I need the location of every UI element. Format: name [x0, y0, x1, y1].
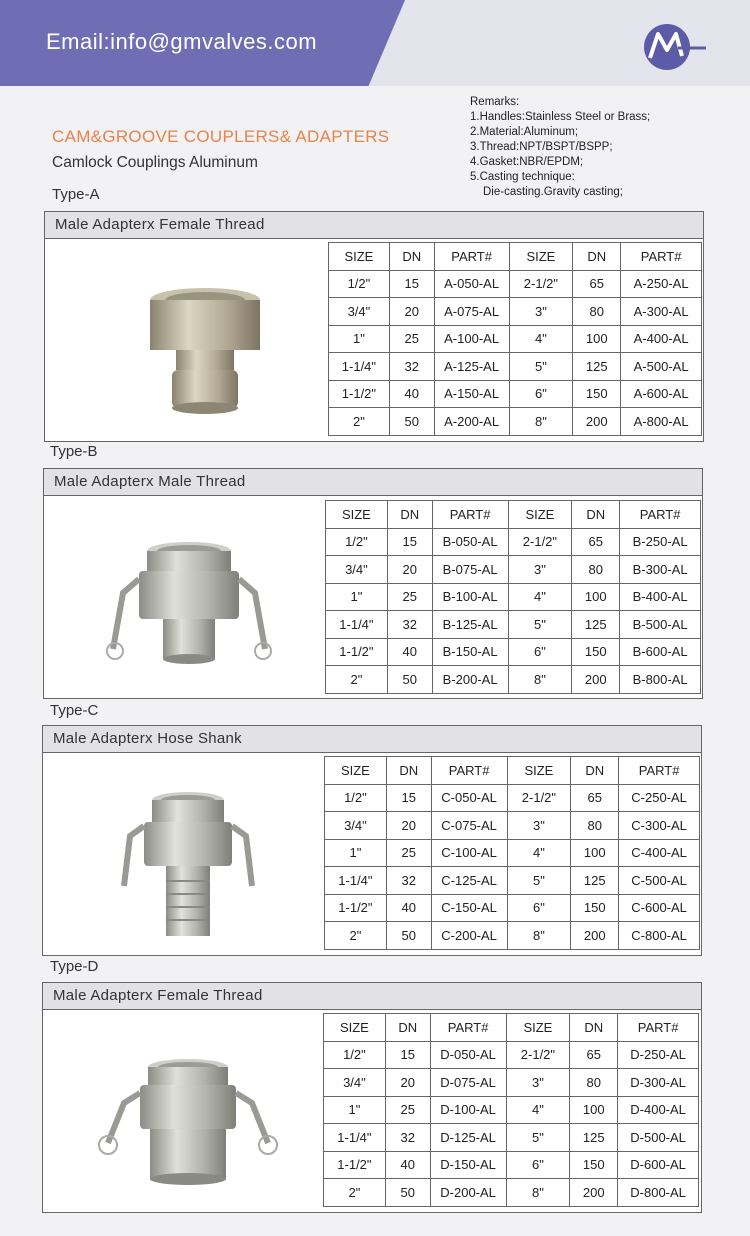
section-header: Male Adapterx Male Thread: [44, 469, 702, 496]
table-cell: A-400-AL: [621, 325, 702, 353]
table-cell: 5": [509, 353, 573, 381]
table-cell: 65: [572, 528, 620, 556]
type-label-b: Type-B: [50, 443, 98, 460]
table-cell: 2-1/2": [509, 270, 573, 298]
column-header: DN: [386, 757, 431, 785]
table-cell: 2": [324, 1179, 386, 1207]
table-cell: B-500-AL: [620, 611, 701, 639]
table-cell: 3": [507, 812, 571, 840]
table-cell: 1": [326, 583, 388, 611]
section-header: Male Adapterx Hose Shank: [43, 726, 701, 753]
table-cell: 125: [572, 611, 620, 639]
table-cell: 1": [325, 839, 387, 867]
column-header: PART#: [621, 243, 702, 271]
table-row: [324, 1179, 699, 1207]
table-row: [324, 1151, 699, 1179]
table-cell: 2": [326, 666, 388, 694]
column-header: DN: [570, 1014, 618, 1042]
table-cell: 50: [389, 408, 434, 436]
table-cell: 20: [385, 1069, 430, 1097]
table-row: [325, 784, 700, 812]
table-cell: D-600-AL: [618, 1151, 699, 1179]
table-cell: 1/2": [329, 270, 390, 298]
table-cell: B-125-AL: [432, 611, 508, 639]
table-row: [324, 1096, 699, 1124]
table-cell: 15: [389, 270, 434, 298]
column-header: DN: [573, 243, 621, 271]
table-cell: 32: [385, 1124, 430, 1152]
table-cell: 3": [506, 1069, 570, 1097]
table-cell: 80: [573, 298, 621, 326]
table-cell: 2-1/2": [508, 528, 572, 556]
table-cell: C-800-AL: [619, 922, 700, 950]
table-cell: 8": [509, 408, 573, 436]
column-header: PART#: [432, 501, 508, 529]
table-cell: 1/2": [326, 528, 388, 556]
table-cell: D-150-AL: [430, 1151, 506, 1179]
table-cell: B-300-AL: [620, 556, 701, 584]
column-header: SIZE: [325, 757, 387, 785]
table-cell: 15: [387, 528, 432, 556]
table-cell: 1-1/2": [329, 380, 390, 408]
table-row: [326, 556, 701, 584]
gm-logo-icon: [642, 22, 708, 72]
table-row: [325, 867, 700, 895]
spec-table-c: [324, 756, 700, 950]
table-header-row: [326, 501, 701, 529]
remarks-title: Remarks:: [470, 96, 520, 108]
table-cell: 3/4": [329, 298, 390, 326]
table-cell: 1/2": [324, 1041, 386, 1069]
table-cell: C-500-AL: [619, 867, 700, 895]
section-header: Male Adapterx Female Thread: [43, 983, 701, 1010]
table-cell: 4": [508, 583, 572, 611]
table-cell: C-200-AL: [431, 922, 507, 950]
table-cell: B-200-AL: [432, 666, 508, 694]
table-row: [325, 894, 700, 922]
column-header: SIZE: [508, 501, 572, 529]
table-cell: 15: [386, 784, 431, 812]
table-cell: 100: [571, 839, 619, 867]
type-c-coupler-image: [88, 766, 288, 946]
table-cell: B-100-AL: [432, 583, 508, 611]
table-cell: A-250-AL: [621, 270, 702, 298]
table-cell: C-400-AL: [619, 839, 700, 867]
table-cell: 3/4": [326, 556, 388, 584]
table-cell: A-075-AL: [434, 298, 509, 326]
table-row: [324, 1041, 699, 1069]
table-cell: 80: [570, 1069, 618, 1097]
table-cell: B-150-AL: [432, 638, 508, 666]
table-cell: B-600-AL: [620, 638, 701, 666]
table-cell: 32: [386, 867, 431, 895]
table-cell: C-050-AL: [431, 784, 507, 812]
table-cell: 65: [573, 270, 621, 298]
remark-item: 1.Handles:Stainless Steel or Brass;: [470, 111, 651, 123]
table-cell: B-800-AL: [620, 666, 701, 694]
table-cell: 32: [387, 611, 432, 639]
table-cell: 20: [386, 812, 431, 840]
type-d-coupler-image: [88, 1023, 288, 1203]
table-cell: A-600-AL: [621, 380, 702, 408]
table-cell: 150: [573, 380, 621, 408]
table-cell: 32: [389, 353, 434, 381]
column-header: PART#: [430, 1014, 506, 1042]
table-cell: 25: [389, 325, 434, 353]
section-type-d: [42, 982, 702, 1213]
table-cell: 1": [329, 325, 390, 353]
column-header: DN: [572, 501, 620, 529]
table-cell: 5": [506, 1124, 570, 1152]
table-cell: 125: [573, 353, 621, 381]
column-header: SIZE: [506, 1014, 570, 1042]
table-row: [324, 1069, 699, 1097]
table-cell: 2-1/2": [506, 1041, 570, 1069]
table-cell: D-200-AL: [430, 1179, 506, 1207]
table-row: [325, 922, 700, 950]
table-cell: D-100-AL: [430, 1096, 506, 1124]
table-cell: 125: [571, 867, 619, 895]
type-label-a: Type-A: [52, 186, 100, 203]
table-cell: A-200-AL: [434, 408, 509, 436]
table-cell: B-250-AL: [620, 528, 701, 556]
table-row: [326, 583, 701, 611]
table-cell: 40: [386, 894, 431, 922]
section-type-b: [43, 468, 703, 699]
page-subtitle: Camlock Couplings Aluminum: [52, 154, 258, 171]
type-a-adapter-image: [90, 252, 290, 432]
column-header: DN: [571, 757, 619, 785]
table-row: [324, 1124, 699, 1152]
column-header: DN: [387, 501, 432, 529]
table-cell: 150: [570, 1151, 618, 1179]
table-cell: 200: [571, 922, 619, 950]
table-cell: 5": [508, 611, 572, 639]
table-cell: 150: [571, 894, 619, 922]
table-row: [326, 638, 701, 666]
table-cell: B-075-AL: [432, 556, 508, 584]
table-cell: 1-1/2": [325, 894, 387, 922]
table-cell: 20: [387, 556, 432, 584]
table-cell: 6": [507, 894, 571, 922]
table-cell: 8": [506, 1179, 570, 1207]
table-cell: 65: [570, 1041, 618, 1069]
table-cell: A-300-AL: [621, 298, 702, 326]
section-type-a: [44, 211, 704, 442]
table-cell: 200: [572, 666, 620, 694]
table-cell: 100: [570, 1096, 618, 1124]
table-cell: C-075-AL: [431, 812, 507, 840]
table-row: [325, 839, 700, 867]
table-cell: 200: [573, 408, 621, 436]
table-cell: 1-1/4": [324, 1124, 386, 1152]
table-cell: C-300-AL: [619, 812, 700, 840]
table-cell: 1-1/4": [326, 611, 388, 639]
table-cell: D-300-AL: [618, 1069, 699, 1097]
table-cell: C-600-AL: [619, 894, 700, 922]
remarks-block: [470, 95, 650, 200]
remark-item: 4.Gasket:NBR/EPDM;: [470, 156, 584, 168]
spec-table-a: [328, 242, 702, 436]
page-header: [0, 0, 750, 86]
table-cell: C-125-AL: [431, 867, 507, 895]
table-cell: 50: [386, 922, 431, 950]
table-cell: 80: [571, 812, 619, 840]
table-cell: 80: [572, 556, 620, 584]
column-header: SIZE: [329, 243, 390, 271]
column-header: DN: [385, 1014, 430, 1042]
table-row: [329, 325, 702, 353]
remark-item: Die-casting.Gravity casting;: [483, 186, 623, 198]
column-header: SIZE: [324, 1014, 386, 1042]
table-cell: 3/4": [324, 1069, 386, 1097]
table-cell: 1-1/4": [329, 353, 390, 381]
type-label-c: Type-C: [50, 702, 99, 719]
table-cell: 1/2": [325, 784, 387, 812]
table-cell: 50: [385, 1179, 430, 1207]
table-cell: 50: [387, 666, 432, 694]
column-header: PART#: [620, 501, 701, 529]
table-header-row: [329, 243, 702, 271]
table-cell: 15: [385, 1041, 430, 1069]
spec-table-b: [325, 500, 701, 694]
table-cell: 1-1/2": [326, 638, 388, 666]
column-header: PART#: [618, 1014, 699, 1042]
table-cell: B-050-AL: [432, 528, 508, 556]
type-label-d: Type-D: [50, 958, 99, 975]
table-cell: 40: [389, 380, 434, 408]
table-cell: 3/4": [325, 812, 387, 840]
table-cell: 65: [571, 784, 619, 812]
table-cell: C-150-AL: [431, 894, 507, 922]
table-cell: 25: [385, 1096, 430, 1124]
table-cell: D-400-AL: [618, 1096, 699, 1124]
table-cell: 2-1/2": [507, 784, 571, 812]
table-cell: 125: [570, 1124, 618, 1152]
column-header: SIZE: [326, 501, 388, 529]
table-row: [329, 353, 702, 381]
column-header: PART#: [434, 243, 509, 271]
table-cell: 25: [387, 583, 432, 611]
section-type-c: [42, 725, 702, 956]
table-cell: 100: [573, 325, 621, 353]
table-cell: 40: [387, 638, 432, 666]
spec-table-d: [323, 1013, 699, 1207]
table-header-row: [324, 1014, 699, 1042]
table-cell: 200: [570, 1179, 618, 1207]
table-cell: 3": [509, 298, 573, 326]
table-cell: 3": [508, 556, 572, 584]
table-cell: 20: [389, 298, 434, 326]
table-cell: A-150-AL: [434, 380, 509, 408]
table-cell: A-100-AL: [434, 325, 509, 353]
table-row: [326, 528, 701, 556]
table-cell: 4": [506, 1096, 570, 1124]
table-cell: 4": [507, 839, 571, 867]
table-row: [329, 270, 702, 298]
table-row: [326, 611, 701, 639]
table-row: [329, 408, 702, 436]
page-title: CAM&GROOVE COUPLERS& ADAPTERS: [52, 127, 390, 146]
table-cell: 6": [508, 638, 572, 666]
table-cell: D-800-AL: [618, 1179, 699, 1207]
table-cell: 2": [325, 922, 387, 950]
remark-item: 3.Thread:NPT/BSPT/BSPP;: [470, 141, 613, 153]
table-cell: 8": [507, 922, 571, 950]
table-row: [326, 666, 701, 694]
table-cell: D-125-AL: [430, 1124, 506, 1152]
table-cell: C-250-AL: [619, 784, 700, 812]
table-cell: A-800-AL: [621, 408, 702, 436]
table-cell: 6": [509, 380, 573, 408]
contact-email[interactable]: Email:info@gmvalves.com: [46, 29, 318, 54]
table-cell: 1-1/4": [325, 867, 387, 895]
table-cell: 1-1/2": [324, 1151, 386, 1179]
section-header: Male Adapterx Female Thread: [45, 212, 703, 239]
table-row: [325, 812, 700, 840]
table-cell: 150: [572, 638, 620, 666]
remark-item: 5.Casting technique:: [470, 171, 575, 183]
table-cell: D-250-AL: [618, 1041, 699, 1069]
table-cell: 8": [508, 666, 572, 694]
table-row: [329, 380, 702, 408]
table-cell: 6": [506, 1151, 570, 1179]
table-cell: A-125-AL: [434, 353, 509, 381]
table-cell: 1": [324, 1096, 386, 1124]
type-b-coupler-image: [89, 509, 289, 689]
table-cell: 5": [507, 867, 571, 895]
table-cell: 4": [509, 325, 573, 353]
column-header: SIZE: [507, 757, 571, 785]
table-cell: A-500-AL: [621, 353, 702, 381]
table-header-row: [325, 757, 700, 785]
column-header: PART#: [619, 757, 700, 785]
column-header: DN: [389, 243, 434, 271]
table-cell: D-075-AL: [430, 1069, 506, 1097]
table-cell: 25: [386, 839, 431, 867]
remark-item: 2.Material:Aluminum;: [470, 126, 579, 138]
table-cell: 40: [385, 1151, 430, 1179]
column-header: SIZE: [509, 243, 573, 271]
table-cell: C-100-AL: [431, 839, 507, 867]
table-cell: A-050-AL: [434, 270, 509, 298]
table-cell: 2": [329, 408, 390, 436]
table-cell: D-500-AL: [618, 1124, 699, 1152]
column-header: PART#: [431, 757, 507, 785]
table-cell: 100: [572, 583, 620, 611]
table-cell: B-400-AL: [620, 583, 701, 611]
table-cell: D-050-AL: [430, 1041, 506, 1069]
table-row: [329, 298, 702, 326]
